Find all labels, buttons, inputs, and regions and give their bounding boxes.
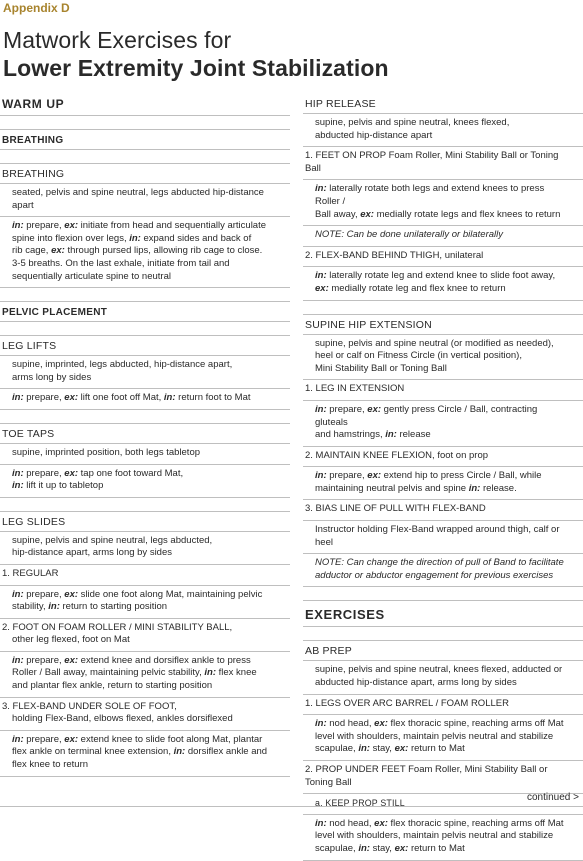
exercise-breathing: BREATHING xyxy=(0,164,290,184)
exercise-leg-slides: LEG SLIDES xyxy=(0,512,290,532)
instructions-regular: in: prepare, ex: slide one foot along Mat, maintaining pelvic stability, in: return to starting position xyxy=(0,586,290,619)
instructions-toe-taps: in: prepare, ex: tap one foot toward Mat, in: lift it up to tabletop xyxy=(0,465,290,498)
variation-flex-band-behind-thigh: 2. FLEX-BAND BEHIND THIGH, unilateral xyxy=(303,247,583,268)
note-direction-of-pull: NOTE: Can change the direction of pull of Band to facilitate adductor or abductor engagement for previous exercises xyxy=(303,554,583,587)
instructions-leg-in-extension: in: prepare, ex: gently press Circle / Ball, contracting gluteals and hamstrings, in: release xyxy=(303,401,583,447)
instructions-bias-line-of-pull: Instructor holding Flex-Band wrapped around thigh, calf or heel xyxy=(303,521,583,554)
setup-leg-slides: supine, pelvis and spine neutral, legs abducted, hip-distance apart, arms long by sides xyxy=(0,532,290,565)
instructions-flex-band-under-sole: in: prepare, ex: extend knee to slide foot along Mat, plantar flex ankle on terminal knee extension, in: dorsiflex ankle and flex knee to return xyxy=(0,731,290,777)
note-unilateral: NOTE: Can be done unilaterally or bilaterally xyxy=(303,226,583,247)
setup-ab-prep: supine, pelvis and spine neutral, knees flexed, adducted or abducted hip-distance apart, arms long by sides xyxy=(303,661,583,694)
section-heading-warm-up: WARM UP xyxy=(0,92,290,116)
exercise-hip-release: HIP RELEASE xyxy=(303,94,583,114)
variation-keep-prop-still: a. KEEP PROP STILL xyxy=(303,794,583,815)
variation-prop-under-feet: 2. PROP UNDER FEET Foam Roller, Mini Stability Ball or Toning Ball xyxy=(303,761,583,794)
group-heading-pelvic-placement: PELVIC PLACEMENT xyxy=(0,302,290,322)
exercise-supine-hip-extension: SUPINE HIP EXTENSION xyxy=(303,315,583,335)
instructions-flex-band-behind-thigh: in: laterally rotate leg and extend knee to slide foot away, ex: medially rotate leg and flex knee to return xyxy=(303,267,583,300)
instructions-keep-prop-still: in: nod head, ex: flex thoracic spine, reaching arms off Mat level with shoulders, maintain pelvis neutral and stabilize scapulae, in: stay, ex: return to Mat xyxy=(303,815,583,861)
variation-legs-over-arc-barrel: 1. LEGS OVER ARC BARREL / FOAM ROLLER xyxy=(303,695,583,716)
variation-leg-in-extension: 1. LEG IN EXTENSION xyxy=(303,380,583,401)
setup-toe-taps: supine, imprinted position, both legs tabletop xyxy=(0,444,290,465)
variation-foot-on-foam-roller: 2. FOOT ON FOAM ROLLER / MINI STABILITY BALL, other leg flexed, foot on Mat xyxy=(0,619,290,652)
continued-label: continued > xyxy=(527,792,579,803)
variation-maintain-knee-flexion: 2. MAINTAIN KNEE FLEXION, foot on prop xyxy=(303,447,583,468)
instructions-maintain-knee-flexion: in: prepare, ex: extend hip to press Circle / Ball, while maintaining neutral pelvis and spine in: release. xyxy=(303,467,583,500)
variation-bias-line-of-pull: 3. BIAS LINE OF PULL WITH FLEX-BAND xyxy=(303,500,583,521)
page-title-line-2: Lower Extremity Joint Stabilization xyxy=(3,55,389,81)
setup-leg-lifts: supine, imprinted, legs abducted, hip-distance apart, arms long by sides xyxy=(0,356,290,389)
setup-hip-release: supine, pelvis and spine neutral, knees flexed, abducted hip-distance apart xyxy=(303,114,583,147)
instructions-feet-on-prop: in: laterally rotate both legs and extend knees to press Roller / Ball away, ex: medially rotate legs and flex knees to return xyxy=(303,180,583,226)
left-column xyxy=(0,92,290,777)
variation-feet-on-prop: 1. FEET ON PROP Foam Roller, Mini Stability Ball or Toning Ball xyxy=(303,147,583,180)
instructions-legs-over-arc-barrel: in: nod head, ex: flex thoracic spine, reaching arms off Mat level with shoulders, maintain pelvis neutral and stabilize scapulae, in: stay, ex: return to Mat xyxy=(303,715,583,761)
instructions-foot-on-foam-roller: in: prepare, ex: extend knee and dorsiflex ankle to press Roller / Ball away, maintaining pelvic stability, in: flex knee and plantar flex ankle, return to starting position xyxy=(0,652,290,698)
right-column xyxy=(303,94,583,861)
exercise-toe-taps: TOE TAPS xyxy=(0,424,290,444)
appendix-label: Appendix D xyxy=(3,1,70,15)
setup-breathing: seated, pelvis and spine neutral, legs abducted hip-distance apart xyxy=(0,184,290,217)
section-heading-exercises: EXERCISES xyxy=(303,601,583,627)
page-title-line-1: Matwork Exercises for xyxy=(3,27,232,53)
group-heading-breathing: BREATHING xyxy=(0,130,290,150)
bottom-divider xyxy=(0,806,583,807)
variation-flex-band-under-sole: 3. FLEX-BAND UNDER SOLE OF FOOT, holding Flex-Band, elbows flexed, ankles dorsiflexed xyxy=(0,698,290,731)
exercise-leg-lifts: LEG LIFTS xyxy=(0,336,290,356)
exercise-ab-prep: AB PREP xyxy=(303,641,583,661)
setup-supine-hip-extension: supine, pelvis and spine neutral (or modified as needed), heel or calf on Fitness Circle (in vertical position), Mini Stability Ball or Toning Ball xyxy=(303,335,583,381)
variation-regular: 1. REGULAR xyxy=(0,565,290,586)
instructions-breathing: in: prepare, ex: initiate from head and sequentially articulate spine into flexion over legs, in: expand sides and back of rib cage, ex: through pursed lips, allowing rib cage to close. 3-5 breaths. On the last exhale, initiate from tail and sequentially articulate spine to neutral xyxy=(0,217,290,288)
instructions-leg-lifts: in: prepare, ex: lift one foot off Mat, in: return foot to Mat xyxy=(0,389,290,410)
